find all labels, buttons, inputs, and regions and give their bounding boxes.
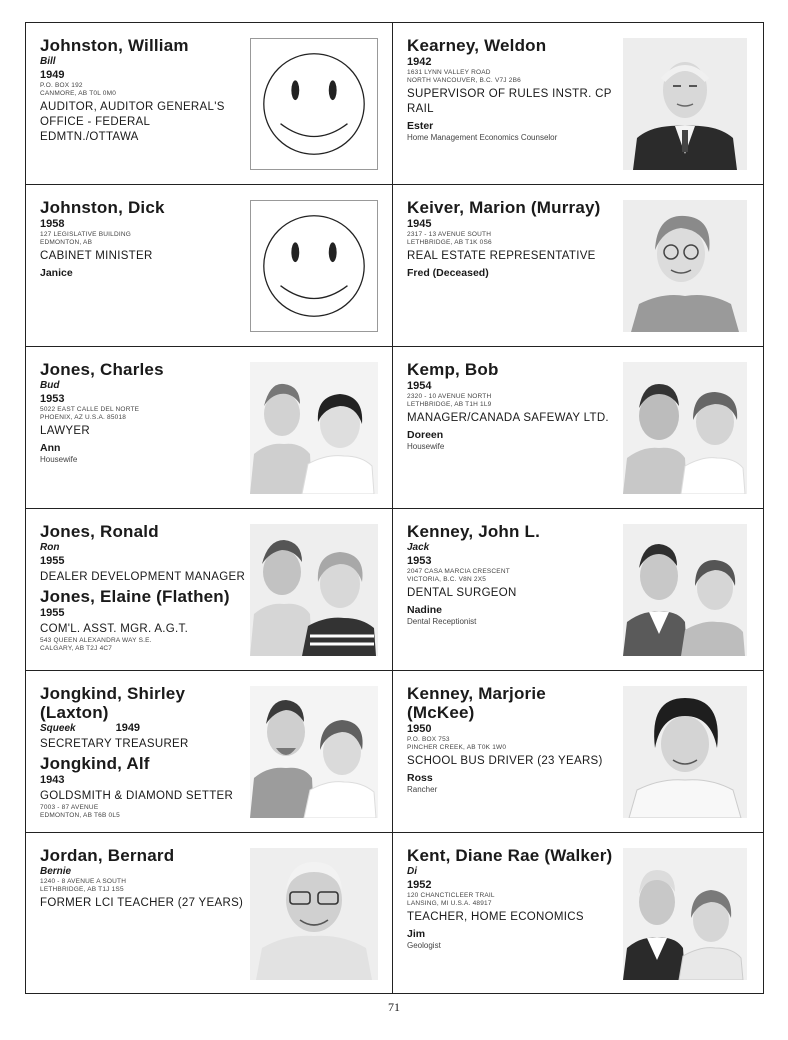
entry-occupation: SECRETARY TREASURER [40,738,189,750]
entry-name: Kenney, Marjorie (McKee) [407,684,546,722]
entry-nickname: Di [407,866,417,877]
entry-spouse: Janice [40,267,73,279]
entry-name: Keiver, Marion (Murray) [407,198,601,217]
entry-nickname: Bernie [40,866,72,877]
entry-year: 1945 [407,218,432,230]
entry-second-occupation: GOLDSMITH & DIAMOND SETTER [40,790,234,802]
entry-address-line1: 2317 - 13 AVENUE SOUTH [407,231,492,238]
entry-occupation: REAL ESTATE REPRESENTATIVE [407,250,596,262]
entry-address-line1: 2320 - 10 AVENUE NORTH [407,393,492,400]
entry-occupation: SCHOOL BUS DRIVER (23 YEARS) [407,755,603,767]
entry-occupation: SUPERVISOR OF RULES INSTR. CP RAIL [407,88,612,115]
entry-occupation: CABINET MINISTER [40,250,153,262]
page-number: 71 [388,1000,400,1014]
entry-address-line2: LANSING, MI U.S.A. 48917 [407,900,492,907]
entry-nickname: Bill [40,56,56,67]
entry-year: 1949 [40,69,65,81]
entry-spouse-occupation: Home Management Economics Counselor [407,133,558,142]
entry-name: Jones, Ronald [40,522,159,541]
portrait-couple-photo [250,362,378,494]
entry-name: Kenney, John L. [407,522,541,541]
entry-spouse: Doreen [407,429,444,441]
entry-occupation: LAWYER [40,425,90,437]
smiley-face-icon [250,38,378,170]
entry-text [40,684,250,820]
entry-address-line1: 1240 - 8 AVENUE A SOUTH [40,878,127,885]
entry-spouse: Nadine [407,604,443,616]
entry-text [407,846,615,951]
entry-year: 1949 [115,722,141,734]
entry-cell [393,23,763,185]
entry-address-line2: EDMONTON, AB [40,239,93,246]
entry-text [40,846,250,911]
portrait-couple-photo [250,686,378,818]
entry-spouse: Ann [40,442,61,454]
entry-address-line2: VICTORIA, B.C. V8N 2X5 [407,576,487,583]
entry-cell [26,509,393,671]
entry-spouse-occupation: Geologist [407,941,441,950]
entry-second-address-line1: 543 QUEEN ALEXANDRA WAY S.E. [40,637,152,644]
entry-year: 1958 [40,218,65,230]
entry-name: Jongkind, Shirley (Laxton) [40,684,186,722]
portrait-couple-photo [623,362,747,494]
entry-address-line2: LETHBRIDGE, AB T1J 1S5 [40,886,124,893]
entry-name: Johnston, William [40,36,189,55]
entry-address-line2: NORTH VANCOUVER, B.C. V7J 2B6 [407,77,521,84]
entry-spouse-occupation: Housewife [407,442,445,451]
entry-address-line1: 5022 EAST CALLE DEL NORTE [40,406,140,413]
entry-cell [393,509,763,671]
entry-second-occupation: COM'L. ASST. MGR. A.G.T. [40,623,189,635]
entry-spouse-occupation: Dental Receptionist [407,617,477,626]
entry-name: Jones, Charles [40,360,164,379]
entry-second-year: 1955 [40,607,65,619]
entry-address-line2: LETHBRIDGE, AB T1H 1L9 [407,401,492,408]
entry-nickname-row [40,722,250,735]
entry-spouse: Ross [407,772,433,784]
smiley-face-icon [250,200,378,332]
entry-occupation: DENTAL SURGEON [407,587,517,599]
portrait-couple-photo [623,848,747,980]
entry-spouse-occupation: Rancher [407,785,438,794]
entry-name: Kent, Diane Rae (Walker) [407,846,613,865]
entry-text [407,684,615,795]
entry-year: 1954 [407,380,432,392]
entry-second-name: Jones, Elaine (Flathen) [40,587,230,606]
entry-text [40,36,250,145]
entry-text [407,522,615,627]
entry-year: 1955 [40,555,65,567]
entry-nickname: Jack [407,542,430,553]
entry-nickname: Squeek [40,723,76,734]
entry-occupation: AUDITOR, AUDITOR GENERAL'S OFFICE - FEDERAL EDMTN./OTTAWA [40,101,225,143]
portrait-couple-photo [623,524,747,656]
directory-grid [25,22,764,994]
entry-year: 1953 [40,393,65,405]
entry-cell [393,833,763,993]
entry-text [407,36,615,143]
entry-occupation: MANAGER/CANADA SAFEWAY LTD. [407,412,609,424]
entry-name: Kemp, Bob [407,360,499,379]
entry-address-line1: P.O. BOX 753 [407,736,450,743]
entry-second-address-line2: EDMONTON, AB T6B 0L5 [40,812,120,819]
entry-second-name: Jongkind, Alf [40,754,150,773]
entry-address-line2: LETHBRIDGE, AB T1K 0S6 [407,239,492,246]
entry-nickname: Ron [40,542,60,553]
entry-address-line2: CANMORE, AB T0L 0M0 [40,90,117,97]
entry-address-line2: PINCHER CREEK, AB T0K 1W0 [407,744,507,751]
entry-address-line1: P.O. BOX 192 [40,82,83,89]
portrait-man-photo [250,848,378,980]
entry-name: Johnston, Dick [40,198,165,217]
entry-cell [26,833,393,993]
entry-occupation: TEACHER, HOME ECONOMICS [407,911,584,923]
entry-address-line2: PHOENIX, AZ U.S.A. 85018 [40,414,127,421]
entry-text [40,360,250,465]
entry-cell [26,671,393,833]
entry-address-line1: 1631 LYNN VALLEY ROAD [407,69,491,76]
entry-nickname: Bud [40,380,60,391]
portrait-couple-photo [250,524,378,656]
entry-address-line1: 2047 CASA MARCIA CRESCENT [407,568,510,575]
entry-second-address-line2: CALGARY, AB T2J 4C7 [40,645,113,652]
entry-year: 1952 [407,879,432,891]
entry-year: 1942 [407,56,432,68]
entry-year: 1953 [407,555,432,567]
entry-spouse: Fred (Deceased) [407,267,489,279]
portrait-woman-photo [623,686,747,818]
portrait-woman-photo [623,200,747,332]
entry-text [407,360,615,452]
entry-text [40,522,250,653]
entry-occupation: DEALER DEVELOPMENT MANAGER [40,571,246,583]
entry-address-line1: 127 LEGISLATIVE BUILDING [40,231,132,238]
entry-second-address-line1: 7003 - 87 AVENUE [40,804,99,811]
entry-cell [26,347,393,509]
entry-text [40,198,250,280]
entry-address-line1: 120 CHANCTICLEER TRAIL [407,892,495,899]
entry-year: 1950 [407,723,432,735]
entry-spouse-occupation: Housewife [40,455,78,464]
entry-second-year: 1943 [40,774,65,786]
entry-cell [393,347,763,509]
entry-occupation: FORMER LCI TEACHER (27 YEARS) [40,897,244,909]
entry-cell [26,23,393,185]
entry-text [407,198,615,280]
entry-cell [26,185,393,347]
entry-name: Jordan, Bernard [40,846,175,865]
portrait-man-photo [623,38,747,170]
entry-name: Kearney, Weldon [407,36,547,55]
entry-cell [393,185,763,347]
entry-spouse: Jim [407,928,426,940]
entry-cell [393,671,763,833]
entry-spouse: Ester [407,120,434,132]
